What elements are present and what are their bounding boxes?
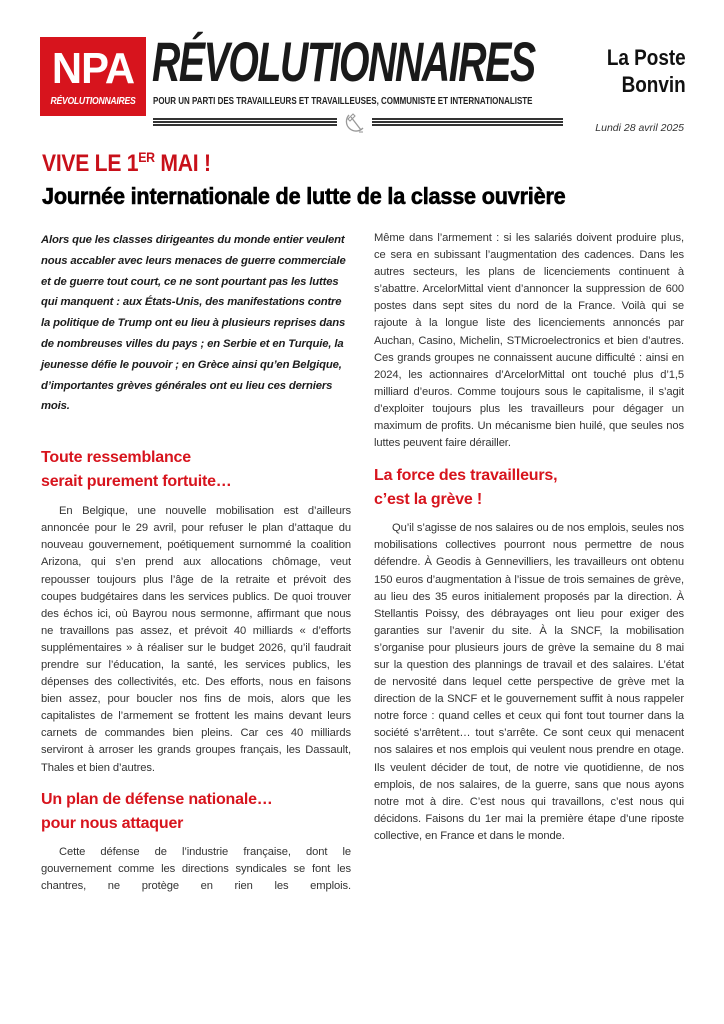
section-title-1: [41, 446, 351, 494]
masthead-tagline: POUR UN PARTI DES TRAVAILLEURS ET TRAVAILLEUSES, COMMUNISTE ET INTERNATIONALISTE: [153, 96, 533, 107]
logo-subtitle: RÉVOLUTIONNAIRES: [50, 95, 136, 107]
section-title-2: [41, 788, 351, 836]
masthead-rule-right: [372, 118, 563, 126]
section-title-line: c’est la grève !: [374, 491, 482, 509]
headline-part: VIVE LE 1: [42, 150, 139, 177]
right-column: [374, 230, 684, 845]
section-title-line: pour nous attaquer: [41, 814, 184, 832]
section-title-line: Un plan de défense nationale…: [41, 790, 273, 808]
left-column: [41, 230, 351, 895]
section-title-line: La force des travailleurs,: [374, 467, 558, 485]
section-3-body: Qu’il s’agisse de nos salaires ou de nos emplois, seules nos mobilisations collectives pourront nous permettre de nous défendre. À Geodis à Gennevilliers, les travailleurs ont obtenu 150 euros d’augmentation à l’issue de trois semaines de grève, au lieu des 35 euros initialement proposés par la direction. À Stellantis Poissy, des débrayages ont lieu pour exiger des garanties sur l’avenir du site. À la SNCF, la mobilisation s’organise pour plusieurs jours de grève la semaine du 8 mai sur la question des plannings de travail et des salaires. L’état de nervosité dans lequel cette perspective de grève met la direction de la SNCF et le gouvernement suffit à nous rappeler notre force : quand celles et ceux qui font tout tourner dans la société s’arrêtent… tout s’arrête. Ce sont ceux qui menacent nos salaires et nos emplois qui veulent nous prendre en otage. Ils veulent décider de tout, de notre vie quotidienne, de nos emplois, de nos salaires, de la guerre, sans que nous ayons notre mot à dire. C’est nous qui travaillons, c’est nous qui décidons. Faisons du 1er mai la première étape d’une riposte collective, en France et dans le monde.: [374, 522, 684, 842]
lead-paragraph: Alors que les classes dirigeantes du monde entier veulent nous accabler avec leurs menaces de guerre commerciale et de guerre tout court, ce ne sont pourtant pas les luttes qui manquent : aux États-Unis, des manifestations contre la politique de Trump ont eu lieu à plusieurs reprises dans de nombreuses villes du pays ; en Serbie et en Turquie, la jeunesse défie le pouvoir ; en Grèce ainsi qu’en Belgique, d’importantes grèves générales ont eu lieu ces derniers mois.: [41, 234, 346, 413]
section-title-line: serait purement fortuite…: [41, 473, 232, 491]
section-2-continuation: Même dans l’armement : si les salariés doivent produire plus, ce sera en subissant l’augmentation des cadences. Dans les autres secteurs, les plans de licenciements continuent à s’abattre. ArcelorMittal vient d’annoncer la suppression de 600 postes dans sept sites du nord de la France. Voilà qui se rajoute à la longue liste des licenciements annoncés par Auchan, Casino, Michelin, STMicroelectronics et bien d’autres. Ces grands groupes ne connaissent aucune difficulté : ainsi en 2024, les actionnaires d’ArcelorMittal ont touché plus d’1,5 milliard d’euros. Comme toujours sous le capitalisme, il s’agit d’exploiter toujours plus les travailleurs pour dégager un maximum de profits. Un mécanisme bien huilé, que seules nos luttes peuvent faire dérailler.: [374, 232, 684, 450]
main-subtitle: Journée internationale de lutte de la classe ouvrière: [42, 183, 566, 209]
issue-date: Lundi 28 avril 2025: [595, 122, 684, 134]
edition-line-1: La Poste: [607, 45, 686, 70]
headline-part: MAI !: [154, 150, 211, 177]
edition-label: [607, 44, 686, 98]
masthead-title: RÉVOLUTIONNAIRES: [152, 30, 535, 93]
masthead-rule-left: [153, 118, 337, 126]
hammer-sickle-icon: [342, 111, 368, 135]
section-title-3: [374, 464, 684, 512]
edition-line-2: Bonvin: [621, 72, 686, 97]
section-2-body: Cette défense de l’industrie française, dont le gouvernement comme les directions syndicales se font les chantres, ne protège en rien les emplois.: [41, 845, 351, 892]
main-headline: [42, 149, 211, 178]
headline-superscript: ER: [138, 149, 155, 165]
npa-logo: [40, 37, 146, 116]
logo-npa-text: NPA: [51, 44, 135, 93]
section-1-body: En Belgique, une nouvelle mobilisation est d’ailleurs annoncée pour le 29 avril, pour refuser le plan d’attaque du nouveau gouvernement, poétiquement surnommé la coalition Arizona, qui s’en prend aux allocations chômage, veut repousser toujours plus l’âge de la retraite et prévoit des coupes budgétaires dans les services publics. De quoi trouver des échos ici, où Bayrou nous sermonne, affirmant que nous ne travaillons pas assez, et prévoit 40 milliards « d’efforts supplémentaires » à réaliser sur le budget 2026, qu’il faudrait prendre sur l’éducation, la santé, les services publics, les dépenses des collectivités, etc. Des efforts, nous en faisons bien assez, pour boucler nos fins de mois, alors que les capitalistes de l’armement se frottent les mains devant leurs carnets de commandes bien pleins. Car ces 40 milliards serviront à arroser les grands groupes français, les Dassault, Thales et bien d’autres.: [41, 505, 351, 774]
section-title-line: Toute ressemblance: [41, 449, 191, 467]
